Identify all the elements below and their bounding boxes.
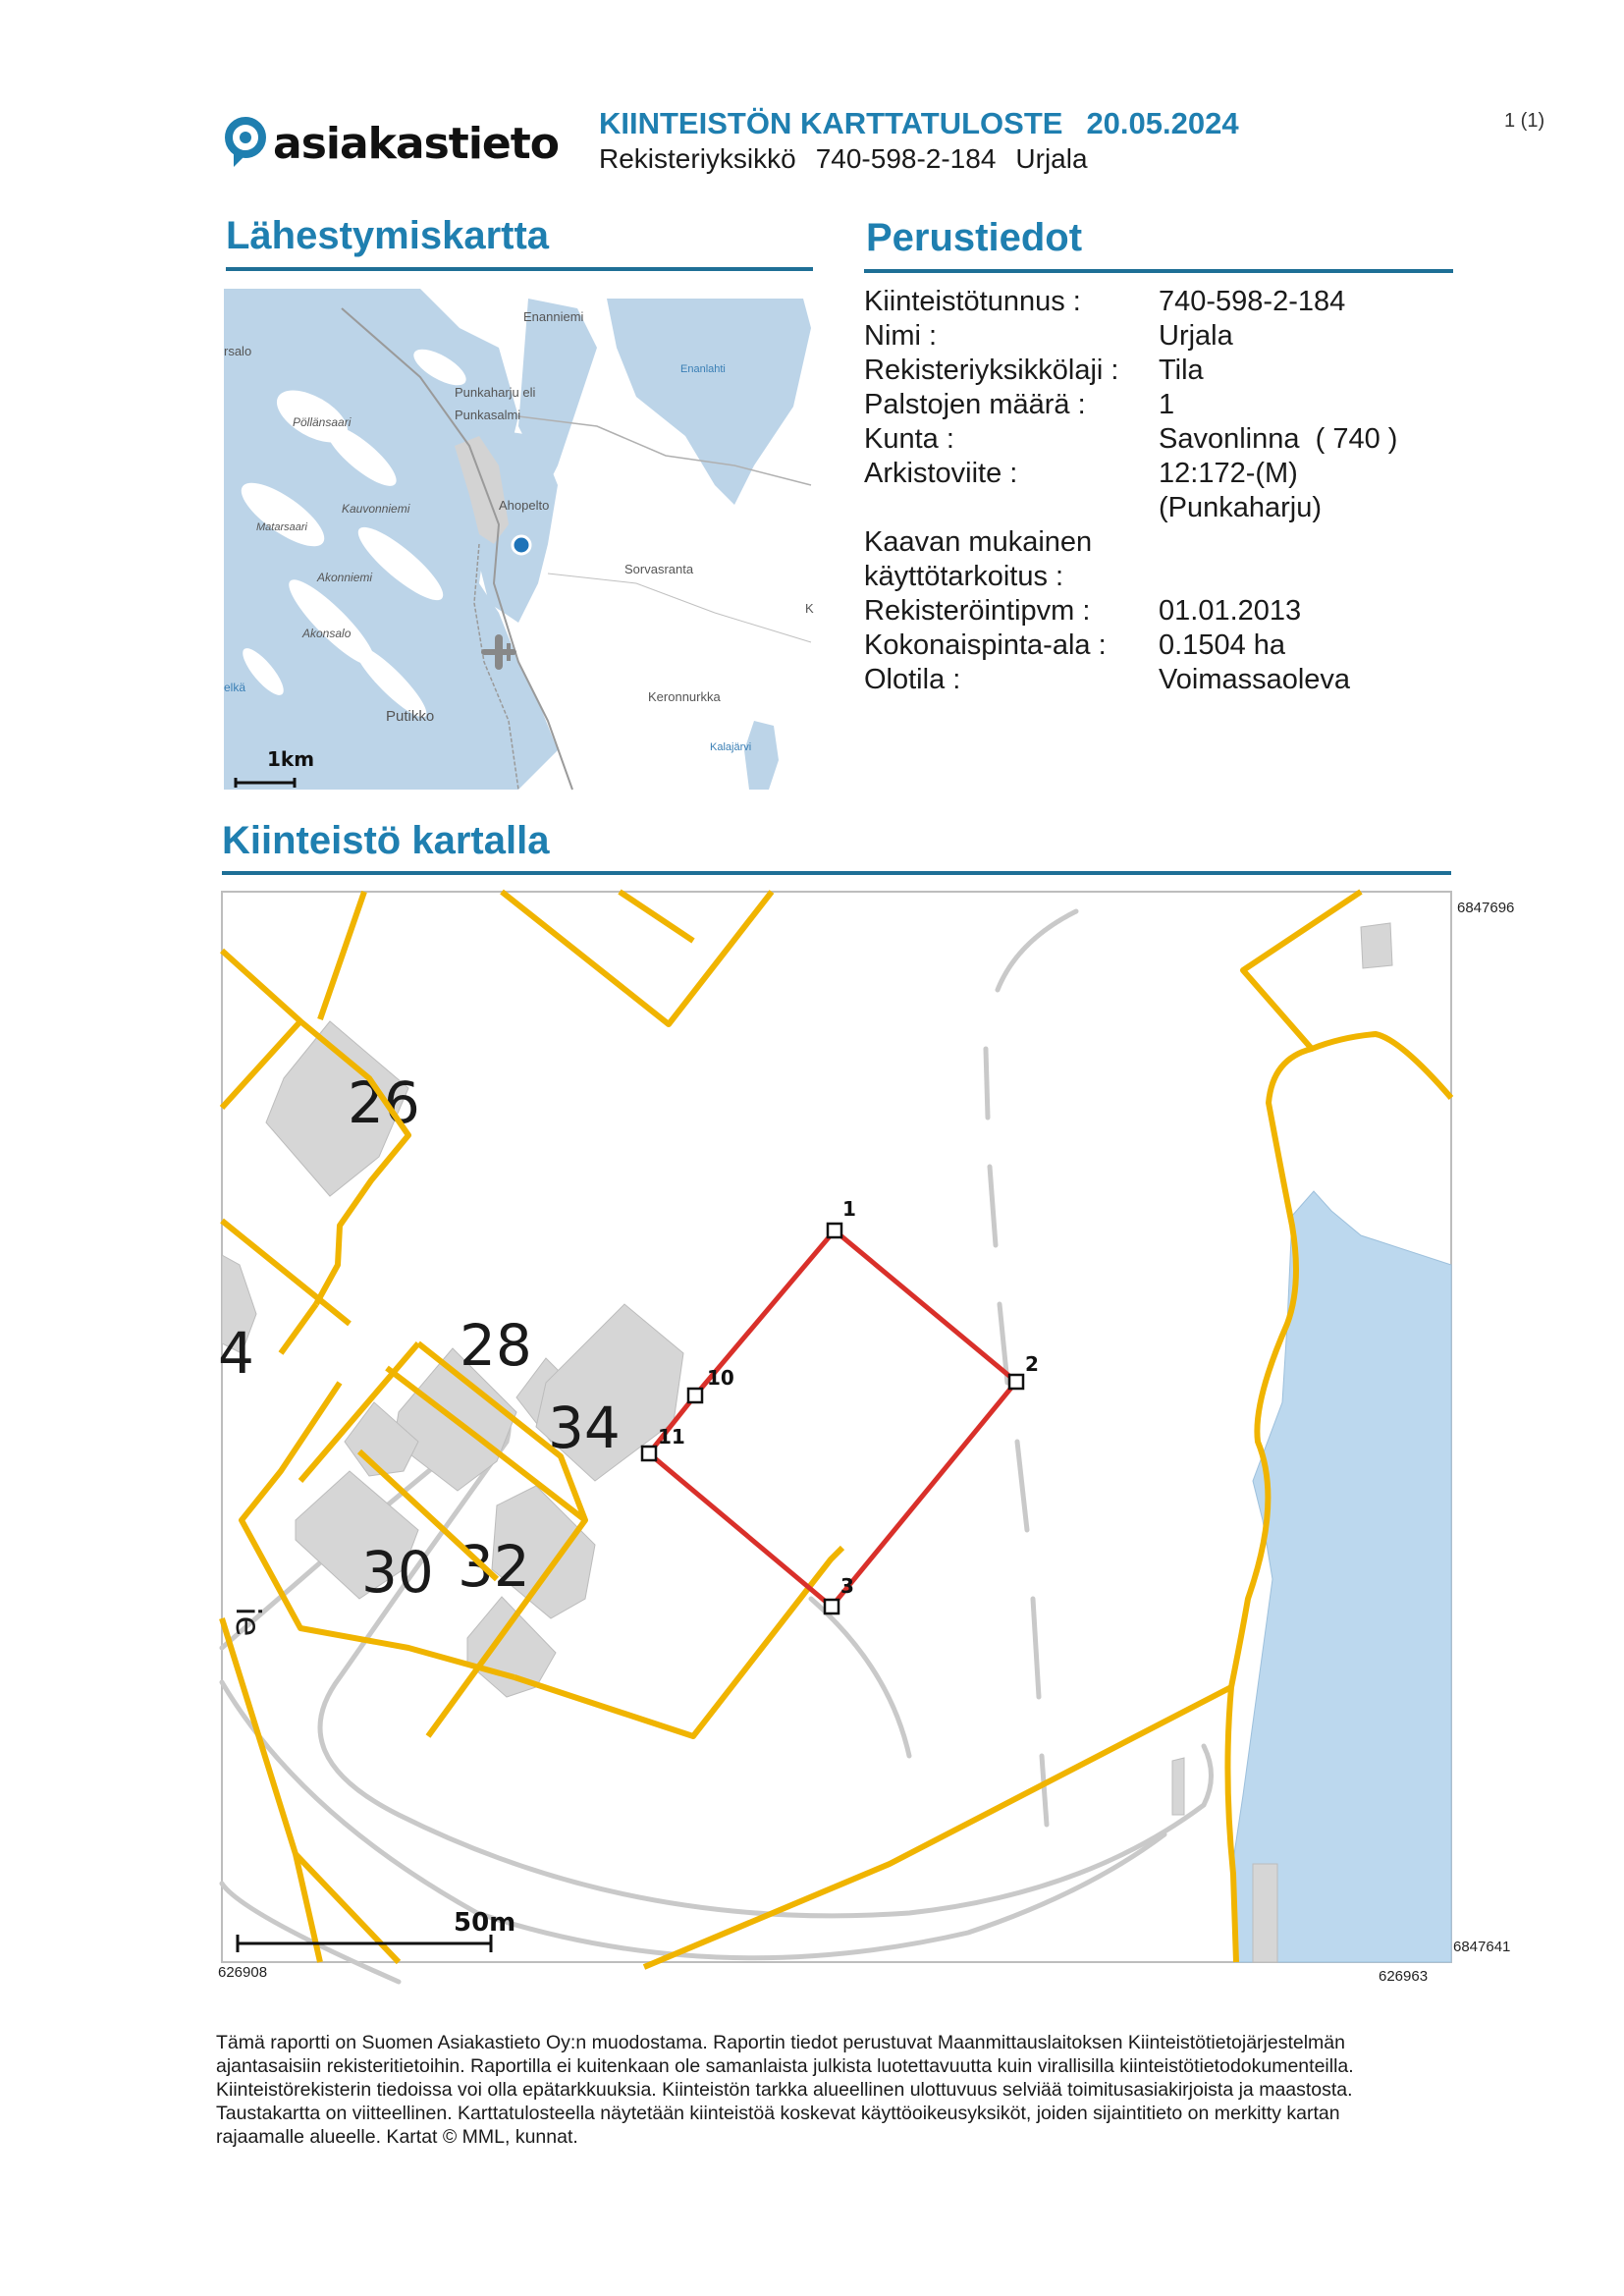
- place-label: Kauvonniemi: [342, 502, 410, 516]
- building-se1: [1172, 1758, 1184, 1815]
- boundary-point-11: [642, 1447, 656, 1460]
- info-label: Rekisteriyksikkölaji :: [864, 355, 1119, 386]
- info-value: 1: [1159, 389, 1175, 420]
- road-label: ie: [228, 1607, 267, 1637]
- report-subtitle: [599, 143, 1108, 175]
- info-row: [864, 491, 1397, 525]
- place-label: Punkaharju eli: [455, 385, 536, 400]
- info-row: [864, 457, 1397, 491]
- basic-info-title: Perustiedot: [866, 216, 1083, 259]
- building-ne: [1361, 923, 1392, 968]
- place-label: elkä: [224, 681, 246, 694]
- page-number: 1 (1): [1504, 110, 1545, 132]
- basic-info-table: [864, 285, 1397, 697]
- place-label: Enanniemi: [523, 309, 584, 324]
- info-label: Kiinteistötunnus :: [864, 286, 1081, 317]
- info-label: Palstojen määrä :: [864, 389, 1086, 420]
- property-map: [218, 892, 1451, 1962]
- info-value: 12:172-(M): [1159, 458, 1298, 489]
- place-label: Ahopelto: [499, 498, 550, 513]
- info-label: Kaavan mukainen: [864, 526, 1093, 558]
- property-map-canvas: [218, 892, 1451, 1962]
- building-se2: [1253, 1864, 1277, 1962]
- info-row: [864, 422, 1397, 457]
- info-row: [864, 560, 1397, 594]
- house-number: 34: [548, 1394, 621, 1461]
- info-value: 01.01.2013: [1159, 595, 1302, 627]
- point-label: 3: [840, 1574, 854, 1598]
- place-label: Putikko: [386, 708, 435, 725]
- info-value: Savonlinna ( 740 ): [1159, 423, 1398, 455]
- coord-top-right: 6847696: [1457, 900, 1515, 916]
- scale-label: 50m: [454, 1908, 516, 1938]
- place-label: K: [805, 601, 814, 616]
- info-value: Tila: [1159, 355, 1204, 386]
- place-label: Sorvasranta: [624, 562, 694, 576]
- house-number: 32: [458, 1533, 530, 1600]
- place-label: Akonsalo: [302, 627, 352, 640]
- info-row: [864, 354, 1397, 388]
- basic-info-rule: [864, 269, 1453, 273]
- location-marker-icon: [513, 536, 530, 554]
- house-number: 28: [460, 1312, 532, 1379]
- point-label: 2: [1025, 1352, 1039, 1376]
- approach-map-title: Lähestymiskartta: [226, 214, 550, 257]
- info-row: [864, 629, 1397, 663]
- house-number: 30: [361, 1539, 434, 1606]
- property-map-title: Kiinteistö kartalla: [222, 819, 550, 862]
- subtitle-id: 740-598-2-184: [815, 143, 997, 174]
- info-row: [864, 594, 1397, 629]
- subtitle-name: Urjala: [1015, 143, 1088, 174]
- asiakastieto-logo: [224, 116, 559, 171]
- place-label: Punkasalmi: [455, 408, 521, 422]
- location-pin-icon: [224, 116, 267, 171]
- info-value: (Punkaharju): [1159, 492, 1323, 523]
- place-label: Keronnurkka: [648, 689, 721, 704]
- coord-bottom-mid: 626963: [1379, 1968, 1429, 1985]
- info-label: Arkistoviite :: [864, 458, 1018, 489]
- info-label: [864, 491, 1159, 525]
- info-label: Olotila :: [864, 664, 961, 695]
- place-label: Kalajärvi: [710, 741, 752, 753]
- report-title: [599, 106, 1239, 141]
- point-label: 10: [707, 1366, 734, 1390]
- approach-map-rule: [226, 267, 813, 271]
- report-title-text: KIINTEISTÖN KARTTATULOSTE: [599, 106, 1063, 140]
- info-value: Voimassaoleva: [1159, 664, 1351, 695]
- place-label: Enanlahti: [680, 363, 726, 375]
- property-map-rule: [222, 871, 1451, 875]
- house-number: 4: [218, 1320, 254, 1387]
- boundary-point-2: [1009, 1375, 1023, 1389]
- coord-bottom-left: 626908: [218, 1964, 268, 1981]
- info-row: [864, 285, 1397, 319]
- boundary-point-3: [825, 1600, 839, 1613]
- place-label: Akonniemi: [317, 571, 373, 584]
- place-label: Pöllänsaari: [293, 415, 352, 429]
- report-date: 20.05.2024: [1086, 106, 1239, 140]
- house-number: 26: [348, 1069, 420, 1136]
- point-label: 1: [842, 1197, 856, 1221]
- disclaimer-text: Tämä raportti on Suomen Asiakastieto Oy:n muodostama. Raportin tiedot perustuvat Maanmittauslaitoksen Kiinteistötietojärjestelmän ajantasaisiin rekisteritietoihin. Raportilla ei kuitenkaan ole samanlaista julkista luotettavuutta kuin virallisilla kiinteistötietodokumenteilla. Kiinteistörekisterin tiedoissa voi olla epätarkkuuksia. Kiinteistön tarkka alueellinen ulottuvuus selviää toimitusasiakirjoista ja maastosta. Taustakartta on viitteellinen. Karttatulosteella näytetään kiinteistöä koskevat käyttöoikeusyksiköt, joiden sijaintitieto on merkitty kartan rajaamalle alueelle. Kartat © MML, kunnat.: [216, 2032, 1354, 2148]
- info-label: Kunta :: [864, 423, 954, 455]
- scale-label: 1km: [267, 747, 315, 771]
- info-label: Nimi :: [864, 320, 938, 352]
- place-label: rsalo: [224, 344, 252, 358]
- boundary-point-10: [688, 1389, 702, 1402]
- info-label: Kokonaispinta-ala :: [864, 629, 1107, 661]
- point-label: 11: [658, 1425, 685, 1449]
- info-row: [864, 663, 1397, 697]
- info-label: Rekisteröintipvm :: [864, 595, 1091, 627]
- approach-map-canvas: [224, 289, 814, 790]
- info-row: [864, 319, 1397, 354]
- logo-text: asiakastieto: [273, 118, 560, 169]
- approach-map: [224, 289, 814, 790]
- info-row: [864, 388, 1397, 422]
- info-value: 740-598-2-184: [1159, 286, 1346, 317]
- info-value: Urjala: [1159, 320, 1233, 352]
- coord-bottom-right: 6847641: [1453, 1939, 1511, 1955]
- subtitle-label: Rekisteriyksikkö: [599, 143, 796, 174]
- boundary-point-1: [828, 1224, 841, 1237]
- place-label: Matarsaari: [256, 521, 307, 533]
- info-row: [864, 525, 1397, 560]
- info-value: 0.1504 ha: [1159, 629, 1286, 661]
- info-label: käyttötarkoitus :: [864, 561, 1064, 592]
